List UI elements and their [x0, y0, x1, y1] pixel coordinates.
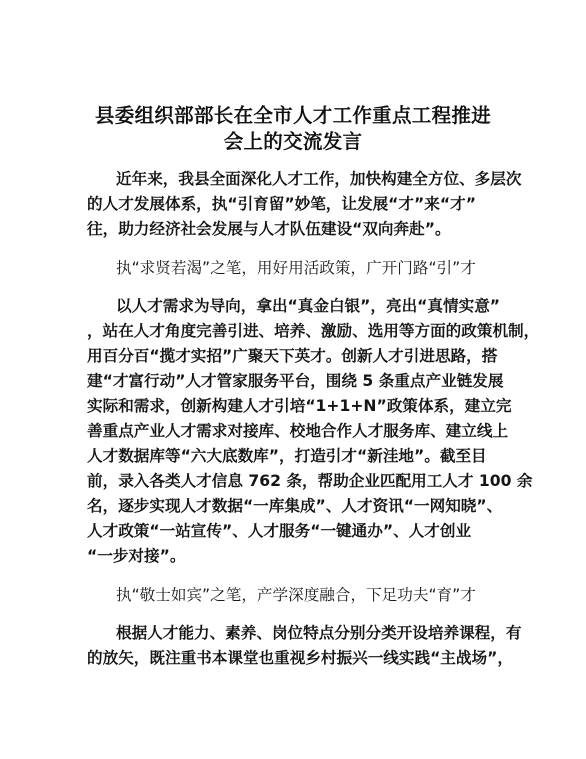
paragraph-line: 的人才发展体系，执“引育留”妙笔，让发展“才”来“才”: [87, 195, 476, 213]
paragraph-line: 名，逐步实现人才数据“一库集成”、人才资讯“一网知晓”、: [87, 497, 503, 515]
paragraph-line: 的放矢，既注重书本课堂也重视乡村振兴一线实践“主战场”，: [87, 649, 513, 667]
paragraph-line: 人才政策“一站宣传”、人才服务“一键通办”、人才创业: [87, 522, 472, 540]
document-title-line-1: 县委组织部部长在全市人才工作重点工程推进: [94, 104, 491, 127]
paragraph-line: 善重点产业人才需求对接库、校地合作人才服务库、建立线上: [87, 422, 509, 440]
paragraph-line: 前，录入各类人才信息 762 条，帮助企业匹配用工人才 100 余: [87, 472, 533, 490]
paragraph-line: 建“才富行动”人才管家服务平台，围绕 5 条重点产业链发展: [87, 372, 504, 390]
paragraph-line: 根据人才能力、素养、岗位特点分别分类开设培养课程，有: [116, 624, 522, 642]
paragraph-line: ，站在人才角度完善引进、培养、激励、选用等方面的政策机制，: [87, 322, 540, 340]
paragraph-line: 以人才需求为导向，拿出“真金白银”，亮出“真情实意”: [116, 297, 501, 315]
paragraph-line: 人才数据库等“六大底数库”，打造引才“新洼地”。截至目: [87, 447, 487, 465]
section-heading: 执“敬士如宾”之笔，产学深度融合，下足功夫“育”才: [116, 586, 476, 604]
paragraph-line: 实际和需求，创新构建人才引培“1+1+N”政策体系，建立完: [87, 397, 512, 415]
paragraph-line: “一步对接”。: [87, 547, 186, 565]
paragraph-line: 往，助力经济社会发展与人才队伍建设“双向奔赴”。: [87, 220, 451, 238]
paragraph-line: 近年来，我县全面深化人才工作，加快构建全方位、多层次: [116, 170, 522, 188]
paragraph-line: 用百分百“揽才实招”广聚天下英才。创新人才引进思路，搭: [87, 347, 498, 365]
section-heading: 执“求贤若渴”之笔，用好用活政策，广开门路“引”才: [116, 259, 476, 277]
document-title-line-2: 会上的交流发言: [223, 130, 363, 153]
